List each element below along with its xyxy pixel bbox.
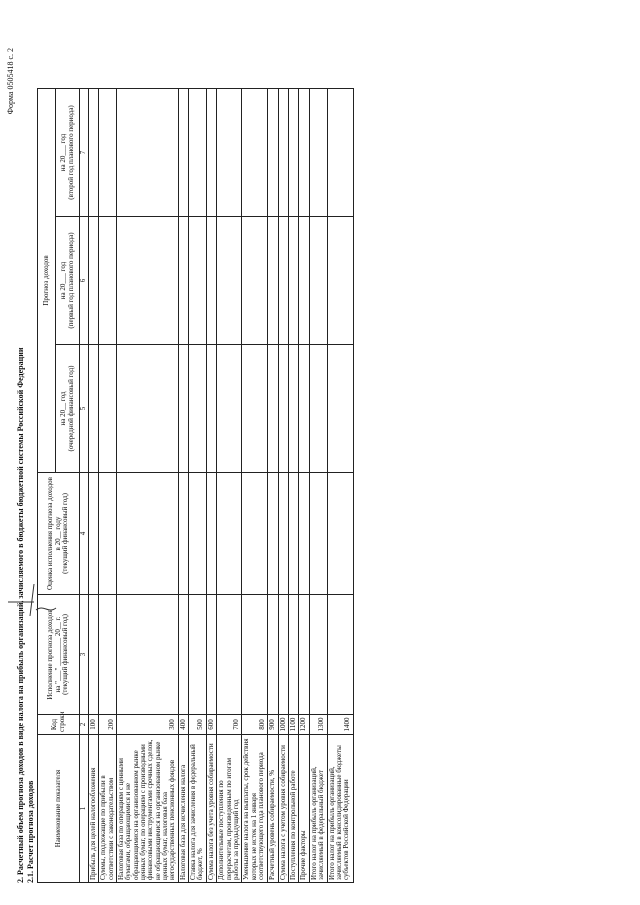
table-row bbox=[189, 88, 207, 882]
column-numbers-row bbox=[80, 88, 89, 882]
cell-forecast-next-year[interactable] bbox=[117, 345, 179, 473]
cell-forecast-next-year[interactable] bbox=[327, 345, 353, 473]
table-row bbox=[268, 88, 278, 882]
header-forecast-group: Прогноз доходов bbox=[38, 88, 56, 472]
row-name: Сумма налога без учета уровня собираемости bbox=[206, 735, 216, 883]
cell-forecast-plan-year-2[interactable] bbox=[278, 88, 288, 216]
column-number: 5 bbox=[80, 345, 89, 473]
column-number: 3 bbox=[80, 595, 89, 715]
cell-execution[interactable] bbox=[288, 595, 298, 715]
cell-forecast-next-year[interactable] bbox=[288, 345, 298, 473]
forecast-table bbox=[37, 88, 354, 883]
cell-execution[interactable] bbox=[117, 595, 179, 715]
cell-estimate[interactable] bbox=[178, 473, 188, 595]
cell-forecast-plan-year-1[interactable] bbox=[278, 217, 288, 345]
row-name: Уменьшение налога на выплаты, срок действия которых не истек на 1 января соответствующего года планового периода bbox=[242, 735, 268, 883]
cell-forecast-plan-year-1[interactable] bbox=[288, 217, 298, 345]
header-code: Код строки bbox=[38, 715, 80, 735]
row-name: Итого налог на прибыль организаций, зачисляемый в консолидированные бюджеты субъектов Российской Федерации bbox=[327, 735, 353, 883]
row-name: Суммы, подлежащие по прибыли в соответствии с законодательством bbox=[99, 735, 117, 883]
cell-estimate[interactable] bbox=[299, 473, 309, 595]
cell-forecast-plan-year-1[interactable] bbox=[217, 217, 242, 345]
cell-forecast-plan-year-2[interactable] bbox=[206, 88, 216, 216]
row-code: 1200 bbox=[299, 715, 309, 735]
cell-estimate[interactable] bbox=[206, 473, 216, 595]
row-name: Сумма налога с учетом уровня собираемости bbox=[278, 735, 288, 883]
cell-forecast-next-year[interactable] bbox=[299, 345, 309, 473]
header-col7-note: (второй год планового периода) bbox=[66, 105, 75, 200]
table-row bbox=[206, 88, 216, 882]
form-code: Форма 0505418 с. 2 bbox=[6, 48, 15, 115]
row-code: 800 bbox=[242, 715, 268, 735]
row-name: Итого налог на прибыль организаций, зачисляемый в федеральный бюджет bbox=[309, 735, 327, 883]
cell-estimate[interactable] bbox=[89, 473, 99, 595]
cell-execution[interactable] bbox=[89, 595, 99, 715]
cell-execution[interactable] bbox=[178, 595, 188, 715]
column-number: 1 bbox=[80, 735, 89, 883]
table-row bbox=[117, 88, 179, 882]
table-row bbox=[288, 88, 298, 882]
cell-estimate[interactable] bbox=[99, 473, 117, 595]
column-number: 2 bbox=[80, 715, 89, 735]
table-row bbox=[217, 88, 242, 882]
row-code: 900 bbox=[268, 715, 278, 735]
cell-forecast-next-year[interactable] bbox=[189, 345, 207, 473]
cell-estimate[interactable] bbox=[278, 473, 288, 595]
row-code: 100 bbox=[89, 715, 99, 735]
cell-forecast-plan-year-2[interactable] bbox=[178, 88, 188, 216]
cell-forecast-plan-year-2[interactable] bbox=[89, 88, 99, 216]
row-name: Прибыль для целей налогообложения bbox=[89, 735, 99, 883]
column-number: 6 bbox=[80, 217, 89, 345]
cell-forecast-next-year[interactable] bbox=[89, 345, 99, 473]
cell-execution[interactable] bbox=[99, 595, 117, 715]
cell-forecast-plan-year-1[interactable] bbox=[206, 217, 216, 345]
header-col5 bbox=[56, 345, 80, 473]
header-col6 bbox=[56, 217, 80, 345]
row-code: 1100 bbox=[288, 715, 298, 735]
table-row bbox=[89, 88, 99, 882]
cell-estimate[interactable] bbox=[327, 473, 353, 595]
row-name: Ставка налога для зачисления в федеральный бюджет, % bbox=[189, 735, 207, 883]
cell-execution[interactable] bbox=[189, 595, 207, 715]
header-estimate-title: Оценка исполнения прогноза доходов bbox=[46, 477, 55, 590]
row-code: 600 bbox=[206, 715, 216, 735]
header-execution-title: Исполнение прогноза доходов bbox=[46, 609, 55, 700]
header-col5-note: (очередной финансовый год) bbox=[66, 365, 75, 452]
cell-forecast-next-year[interactable] bbox=[242, 345, 268, 473]
cell-execution[interactable] bbox=[206, 595, 216, 715]
cell-forecast-plan-year-1[interactable] bbox=[178, 217, 188, 345]
cell-forecast-next-year[interactable] bbox=[309, 345, 327, 473]
cell-estimate[interactable] bbox=[217, 473, 242, 595]
cell-forecast-plan-year-1[interactable] bbox=[89, 217, 99, 345]
header-execution-date: на "___" ________ 20__ г. bbox=[53, 616, 62, 693]
header-estimate-year: в 20__ году bbox=[53, 516, 62, 551]
table-row bbox=[278, 88, 288, 882]
header-col6-year: на 20___ год bbox=[59, 261, 68, 300]
row-name: Дополнительные поступления по перерасчетам, произведенным по итогам работы за предыдущий год bbox=[217, 735, 242, 883]
cell-execution[interactable] bbox=[278, 595, 288, 715]
row-name: Прочие факторы bbox=[299, 735, 309, 883]
row-name: Расчетный уровень собираемости, % bbox=[268, 735, 278, 883]
header-estimate-note: (текущий финансовый год) bbox=[61, 493, 70, 574]
cell-forecast-plan-year-2[interactable] bbox=[299, 88, 309, 216]
section-title: 2. Расчетный объем прогноза доходов в виде налога на прибыль организаций, зачисляемого в бюджеты бюджетной системы Российской Федерации bbox=[16, 347, 25, 883]
header-col7 bbox=[56, 88, 80, 216]
table-row bbox=[178, 88, 188, 882]
table-row bbox=[242, 88, 268, 882]
cell-forecast-plan-year-1[interactable] bbox=[327, 217, 353, 345]
cell-forecast-plan-year-2[interactable] bbox=[268, 88, 278, 216]
cell-forecast-next-year[interactable] bbox=[206, 345, 216, 473]
table-row bbox=[309, 88, 327, 882]
header-col6-note: (первый год планового периода) bbox=[66, 232, 75, 329]
row-code: 400 bbox=[178, 715, 188, 735]
cell-forecast-plan-year-2[interactable] bbox=[309, 88, 327, 216]
header-col5-year: на 20__ год bbox=[59, 391, 68, 426]
table-row bbox=[327, 88, 353, 882]
handwritten-signature-mark bbox=[4, 580, 64, 620]
row-code: 1300 bbox=[309, 715, 327, 735]
cell-forecast-plan-year-1[interactable] bbox=[268, 217, 278, 345]
row-name: Поступления по контрольной работе bbox=[288, 735, 298, 883]
cell-forecast-next-year[interactable] bbox=[178, 345, 188, 473]
row-name: Налоговая база по операциям с ценными бумагами, обращающимися и не обращающимися на организованном рынке ценных бумаг, по операциям с производными финансовыми инструментами срочных сделок, не обращающимися на организованном рынке ценных бумаг, налоговая база негосударственных пенсионных фондов bbox=[117, 735, 179, 883]
header-col7-year: на 20___ год bbox=[59, 133, 68, 172]
column-number: 7 bbox=[80, 88, 89, 216]
cell-execution[interactable] bbox=[299, 595, 309, 715]
cell-estimate[interactable] bbox=[288, 473, 298, 595]
cell-estimate[interactable] bbox=[242, 473, 268, 595]
cell-forecast-next-year[interactable] bbox=[99, 345, 117, 473]
cell-estimate[interactable] bbox=[189, 473, 207, 595]
cell-forecast-plan-year-2[interactable] bbox=[242, 88, 268, 216]
row-code: 300 bbox=[117, 715, 179, 735]
header-estimate bbox=[38, 473, 80, 595]
cell-forecast-plan-year-1[interactable] bbox=[189, 217, 207, 345]
table-row bbox=[299, 88, 309, 882]
header-name: Наименование показателя bbox=[38, 735, 80, 883]
cell-forecast-next-year[interactable] bbox=[278, 345, 288, 473]
row-code: 1400 bbox=[327, 715, 353, 735]
cell-execution[interactable] bbox=[217, 595, 242, 715]
cell-forecast-plan-year-2[interactable] bbox=[327, 88, 353, 216]
subsection-title: 2.1. Расчет прогноза доходов bbox=[26, 780, 35, 883]
row-code: 200 bbox=[99, 715, 117, 735]
cell-estimate[interactable] bbox=[117, 473, 179, 595]
cell-forecast-plan-year-1[interactable] bbox=[117, 217, 179, 345]
cell-forecast-plan-year-1[interactable] bbox=[299, 217, 309, 345]
cell-forecast-plan-year-2[interactable] bbox=[99, 88, 117, 216]
cell-forecast-plan-year-2[interactable] bbox=[217, 88, 242, 216]
cell-estimate[interactable] bbox=[309, 473, 327, 595]
cell-execution[interactable] bbox=[327, 595, 353, 715]
cell-forecast-plan-year-2[interactable] bbox=[117, 88, 179, 216]
cell-forecast-plan-year-1[interactable] bbox=[242, 217, 268, 345]
cell-forecast-plan-year-2[interactable] bbox=[288, 88, 298, 216]
table-row bbox=[99, 88, 117, 882]
cell-estimate[interactable] bbox=[268, 473, 278, 595]
cell-forecast-plan-year-1[interactable] bbox=[309, 217, 327, 345]
header-execution-note: (текущий финансовый год) bbox=[61, 614, 70, 695]
cell-forecast-next-year[interactable] bbox=[268, 345, 278, 473]
column-number: 4 bbox=[80, 473, 89, 595]
cell-execution[interactable] bbox=[242, 595, 268, 715]
row-name: Налоговая база для исчисления налога bbox=[178, 735, 188, 883]
row-code: 500 bbox=[189, 715, 207, 735]
cell-forecast-plan-year-1[interactable] bbox=[99, 217, 117, 345]
cell-execution[interactable] bbox=[309, 595, 327, 715]
cell-forecast-plan-year-2[interactable] bbox=[189, 88, 207, 216]
row-code: 700 bbox=[217, 715, 242, 735]
cell-forecast-next-year[interactable] bbox=[217, 345, 242, 473]
row-code: 1000 bbox=[278, 715, 288, 735]
cell-execution[interactable] bbox=[268, 595, 278, 715]
